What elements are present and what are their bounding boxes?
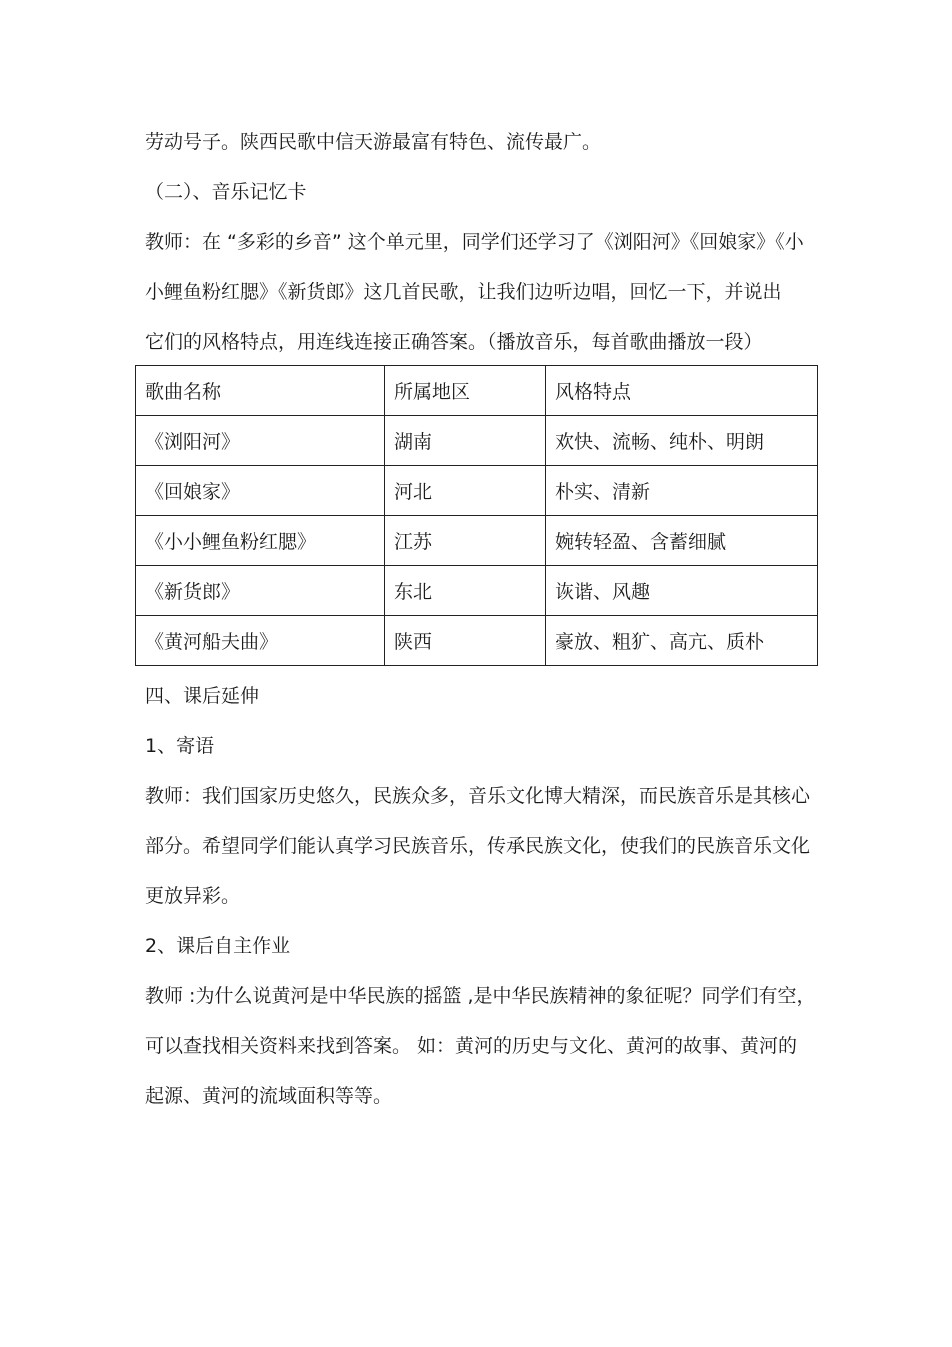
subsection-heading: 1、寄语	[145, 735, 215, 757]
paragraph-line: 它们的风格特点，用连线连接正确答案。（播放音乐，每首歌曲播放一段）	[145, 331, 763, 353]
paragraph-line: 教师：在 “多彩的乡音” 这个单元里，同学们还学习了《浏阳河》《回娘家》《小	[145, 231, 804, 253]
paragraph-line: 部分。希望同学们能认真学习民族音乐，传承民族文化，使我们的民族音乐文化	[145, 835, 811, 857]
cell-song-name: 《新货郎》	[136, 566, 385, 616]
cell-region: 东北	[385, 566, 546, 616]
cell-song-name: 《回娘家》	[136, 466, 385, 516]
cell-region: 湖南	[385, 416, 546, 466]
cell-region: 陕西	[385, 616, 546, 666]
paragraph-line: 可以查找相关资料来找到答案。 如：黄河的历史与文化、黄河的故事、黄河的	[145, 1035, 798, 1057]
section-heading: （二）、音乐记忆卡	[145, 181, 307, 203]
cell-song-name: 《浏阳河》	[136, 416, 385, 466]
paragraph-line: 更放异彩。	[145, 885, 241, 907]
header-region: 所属地区	[385, 366, 546, 416]
table-row	[136, 516, 818, 566]
cell-style: 诙谐、风趣	[546, 566, 818, 616]
cell-region: 河北	[385, 466, 546, 516]
paragraph-line: 教师：我们国家历史悠久，民族众多，音乐文化博大精深，而民族音乐是其核心	[145, 785, 811, 807]
table-row	[136, 616, 818, 666]
cell-song-name: 《小小鲤鱼粉红腮》	[136, 516, 385, 566]
cell-style: 婉转轻盈、含蓄细腻	[546, 516, 818, 566]
table-row	[136, 466, 818, 516]
table-header-row	[136, 366, 818, 416]
cell-style: 豪放、粗犷、高亢、质朴	[546, 616, 818, 666]
section-heading: 四、课后延伸	[145, 685, 260, 707]
header-style: 风格特点	[546, 366, 818, 416]
song-style-table	[135, 365, 817, 666]
subsection-heading: 2、课后自主作业	[145, 935, 291, 957]
table-row	[136, 416, 818, 466]
header-song-name: 歌曲名称	[136, 366, 385, 416]
table-row	[136, 566, 818, 616]
paragraph-line: 教师 :为什么说黄河是中华民族的摇篮 ,是中华民族精神的象征呢？同学们有空，	[145, 985, 816, 1007]
paragraph-line: 劳动号子。陕西民歌中信天游最富有特色、流传最广。	[145, 131, 602, 153]
cell-song-name: 《黄河船夫曲》	[136, 616, 385, 666]
cell-region: 江苏	[385, 516, 546, 566]
cell-style: 欢快、流畅、纯朴、明朗	[546, 416, 818, 466]
cell-style: 朴实、清新	[546, 466, 818, 516]
paragraph-line: 小鲤鱼粉红腮》《新货郎》这几首民歌，让我们边听边唱，回忆一下，并说出	[145, 281, 782, 303]
paragraph-line: 起源、黄河的流域面积等等。	[145, 1085, 393, 1107]
